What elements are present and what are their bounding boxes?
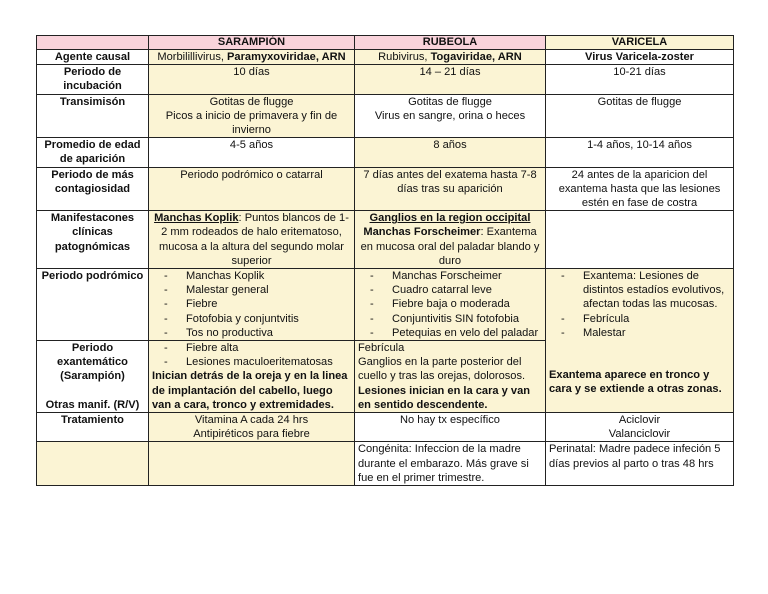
header-rubeola: RUBEOLA <box>355 36 546 50</box>
exantematico-sarampion-list <box>152 341 351 369</box>
exantematico-rubeola-line2: Ganglios en la parte posterior del cuello y tras las orejas, dolorosos. <box>358 356 526 383</box>
row-incubacion <box>37 65 734 94</box>
label-podromico: Periodo podrómico <box>37 269 149 341</box>
exantematico-sarampion-note: Inician detrás de la oreja y en la linea de implantación del cabello, luego van a cara, tronco y extremidades. <box>152 370 348 411</box>
row-manifestaciones <box>37 211 734 269</box>
cell-extra-sarampion <box>149 442 355 486</box>
label-manifestaciones: Manifestacones clínicas patognómicas <box>37 211 149 269</box>
label-exantematico <box>37 341 149 413</box>
cell-edad-sarampion: 4-5 años <box>149 138 355 167</box>
cell-tratamiento-varicela <box>546 413 734 442</box>
transmision-sarampion-line1: Gotitas de flugge <box>209 95 294 108</box>
podromico-varicela-list <box>549 269 730 340</box>
row-extra <box>37 442 734 486</box>
cell-agente-sarampion <box>149 50 355 65</box>
cell-manif-rubeola <box>355 211 546 269</box>
list-item: - Exantema: Lesiones de distintos estadíos evolutivos, afectan todas las mucosas. <box>549 269 730 312</box>
label-contagiosidad: Periodo de más contagiosidad <box>37 167 149 211</box>
cell-incubacion-varicela: 10-21 días <box>546 65 734 94</box>
cell-edad-rubeola: 8 años <box>355 138 546 167</box>
cell-tratamiento-rubeola: No hay tx específico <box>355 413 546 442</box>
list-item: - Fiebre baja o moderada <box>358 297 542 311</box>
list-item: - Malestar general <box>152 283 351 297</box>
label-otras-manif: Otras manif. (R/V) <box>45 398 140 411</box>
list-item: - Fiebre <box>152 297 351 311</box>
row-transmision <box>37 94 734 138</box>
cell-contagio-rubeola: 7 días antes del exatema hasta 7-8 días tras su aparición <box>355 167 546 211</box>
list-item: - Febrícula <box>549 312 730 326</box>
row-edad <box>37 138 734 167</box>
list-item: - Fotofobia y conjuntvitis <box>152 312 351 326</box>
comparison-table <box>36 35 734 486</box>
header-row <box>37 36 734 50</box>
cell-transmision-sarampion <box>149 94 355 138</box>
row-podromico <box>37 269 734 341</box>
exantematico-rubeola-line1: Febrícula <box>358 342 405 355</box>
cell-podromico-sarampion <box>149 269 355 341</box>
varicela-exantema-note: Exantema aparece en tronco y cara y se extiende a otras zonas. <box>549 369 722 396</box>
row-tratamiento <box>37 413 734 442</box>
cell-manif-varicela <box>546 211 734 269</box>
podromico-sarampion-list <box>152 269 351 340</box>
manif-sarampion-title: Manchas Koplik <box>154 212 239 225</box>
transmision-rubeola-line2: Virus en sangre, orina o heces <box>374 109 526 122</box>
row-agente-causal <box>37 50 734 65</box>
list-item: - Malestar <box>549 326 730 340</box>
cell-transmision-varicela: Gotitas de flugge <box>546 94 734 138</box>
list-item: - Manchas Koplik <box>152 269 351 283</box>
list-item: - Tos no productiva <box>152 326 351 340</box>
tratamiento-varicela-line1: Aciclovir <box>618 414 661 427</box>
cell-contagio-varicela: 24 antes de la aparicion del exantema hasta que las lesiones estén en fase de costra <box>546 167 734 211</box>
label-extra <box>37 442 149 486</box>
label-edad: Promedio de edad de aparición <box>37 138 149 167</box>
list-item: - Conjuntivitis SIN fotofobia <box>358 312 542 326</box>
cell-extra-rubeola: Congénita: Infeccion de la madre durante el embarazo. Más grave si fue en el primer trimestre. <box>355 442 546 486</box>
cell-exantematico-rubeola <box>355 341 546 413</box>
header-varicela: VARICELA <box>546 36 734 50</box>
podromico-rubeola-list <box>358 269 542 340</box>
exantematico-rubeola-note: Lesiones inician en la cara y van en sentido descendente. <box>358 384 531 411</box>
cell-incubacion-sarampion: 10 días <box>149 65 355 94</box>
agente-sarampion-family: Paramyxoviridae, ARN <box>227 51 346 63</box>
tratamiento-sarampion-line2: Antipiréticos para fiebre <box>193 428 310 441</box>
manif-rubeola-title1: Ganglios en la region occipital <box>369 212 531 225</box>
cell-transmision-rubeola <box>355 94 546 138</box>
cell-podromico-varicela <box>546 269 734 413</box>
tratamiento-sarampion-line1: Vitamina A cada 24 hrs <box>194 414 309 427</box>
list-item: - Lesiones maculoeritematosas <box>152 355 351 369</box>
header-blank <box>37 36 149 50</box>
list-item: - Petequias en velo del paladar <box>358 326 542 340</box>
manif-sarampion-text: : Puntos blancos de 1-2 mm rodeados de halo eritematoso, mucosa a la altura del segundo molar superior <box>158 212 349 267</box>
cell-agente-rubeola <box>355 50 546 65</box>
cell-edad-varicela: 1-4 años, 10-14 años <box>546 138 734 167</box>
agente-rubeola-genus: Rubivirus, <box>378 51 431 63</box>
cell-contagio-sarampion: Periodo podrómico o catarral <box>149 167 355 211</box>
label-transmision: Transimisón <box>37 94 149 138</box>
label-exantematico-main: Periodo exantemático (Sarampión) <box>57 342 128 383</box>
agente-rubeola-family: Togaviridae, ARN <box>430 51 522 63</box>
cell-podromico-rubeola <box>355 269 546 341</box>
label-tratamiento: Tratamiento <box>37 413 149 442</box>
transmision-sarampion-line2: Picos a inicio de primavera y fin de invierno <box>165 109 338 137</box>
cell-exantematico-sarampion <box>149 341 355 413</box>
manif-rubeola-title2: Manchas Forscheimer <box>363 226 481 239</box>
cell-tratamiento-sarampion <box>149 413 355 442</box>
list-item: - Fiebre alta <box>152 341 351 355</box>
list-item: - Cuadro catarral leve <box>358 283 542 297</box>
label-incubacion: Periodo de incubación <box>37 65 149 94</box>
cell-agente-varicela: Virus Varicela-zoster <box>546 50 734 65</box>
cell-incubacion-rubeola: 14 – 21 días <box>355 65 546 94</box>
list-item: - Manchas Forscheimer <box>358 269 542 283</box>
agente-sarampion-genus: Morbilillivirus, <box>157 51 228 63</box>
cell-extra-varicela: Perinatal: Madre padece infeción 5 días previos al parto o tras 48 hrs <box>546 442 734 486</box>
manif-rubeola-text: : Exantema en mucosa oral del paladar blando y duro <box>360 226 540 267</box>
header-sarampion: SARAMPIÓN <box>149 36 355 50</box>
transmision-rubeola-line1: Gotitas de flugge <box>408 95 492 108</box>
cell-manif-sarampion <box>149 211 355 269</box>
row-contagiosidad <box>37 167 734 211</box>
label-agente-causal: Agente causal <box>37 50 149 65</box>
tratamiento-varicela-line2: Valanciclovir <box>608 428 671 441</box>
